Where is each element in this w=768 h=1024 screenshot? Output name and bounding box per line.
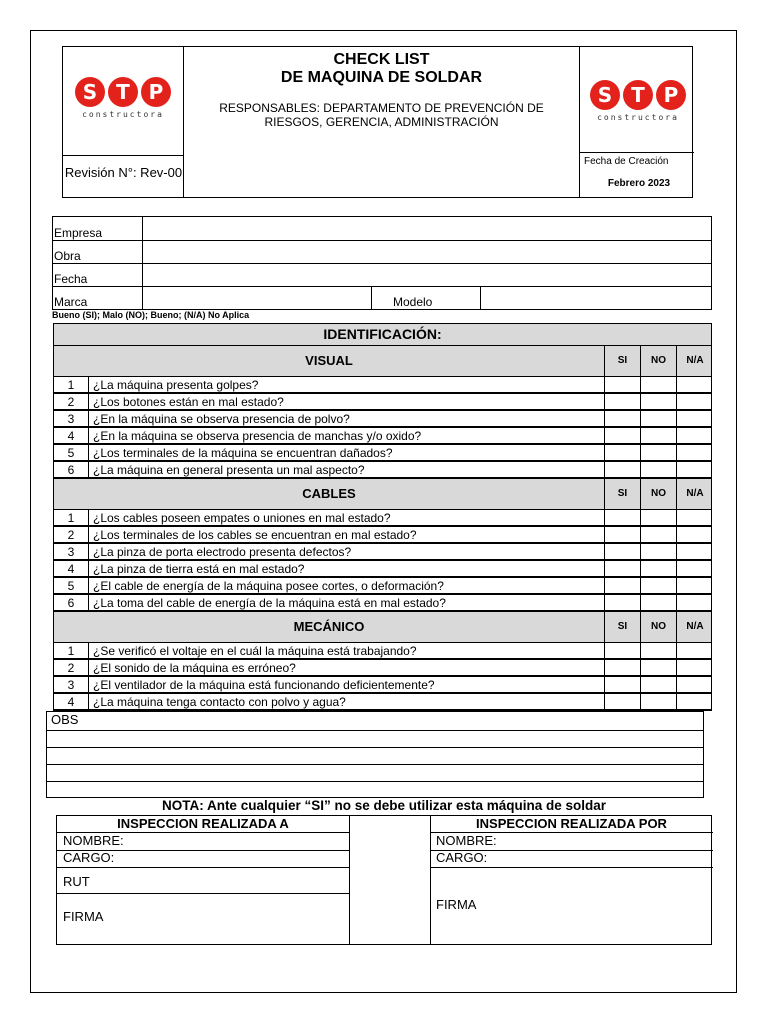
section-name: VISUAL xyxy=(54,346,605,376)
answer-cell-no[interactable] xyxy=(641,462,677,477)
answer-cell-no[interactable] xyxy=(641,544,677,559)
checklist-row xyxy=(54,377,711,394)
column-si-header: SI xyxy=(605,346,641,376)
responsables-text: RESPONSABLES: DEPARTAMENTO DE PREVENCIÓN DE RIESGOS, GERENCIA, ADMINISTRACIÓN xyxy=(219,101,544,129)
answer-cell-na[interactable] xyxy=(677,428,713,443)
fecha-creacion-value: Febrero 2023 xyxy=(607,178,671,189)
item-number: 2 xyxy=(54,394,89,409)
answer-cell-no[interactable] xyxy=(641,445,677,460)
document-header xyxy=(62,46,693,198)
item-number: 3 xyxy=(54,544,89,559)
item-number: 4 xyxy=(54,694,89,709)
item-question: ¿La pinza de porta electrodo presenta defectos? xyxy=(89,544,605,559)
item-number: 3 xyxy=(54,411,89,426)
item-number: 4 xyxy=(54,428,89,443)
answer-cell-si[interactable] xyxy=(605,595,641,610)
answer-cell-si[interactable] xyxy=(605,377,641,392)
nombre-label-a: NOMBRE: xyxy=(63,833,124,848)
section-header xyxy=(54,346,711,377)
stp-logo-right: S T P constructora xyxy=(588,80,688,122)
item-question: ¿La toma del cable de energía de la máquina está en mal estado? xyxy=(89,595,605,610)
checklist-row xyxy=(54,462,711,479)
checklist-row xyxy=(54,660,711,677)
answer-cell-na[interactable] xyxy=(677,660,713,675)
answer-cell-no[interactable] xyxy=(641,527,677,542)
checklist-row xyxy=(54,595,711,612)
column-si-header: SI xyxy=(605,612,641,642)
item-question: ¿Los botones están en mal estado? xyxy=(89,394,605,409)
checklist-row xyxy=(54,527,711,544)
info-row-empresa: Empresa xyxy=(53,217,711,241)
answer-cell-na[interactable] xyxy=(677,462,713,477)
answer-cell-no[interactable] xyxy=(641,394,677,409)
item-number: 3 xyxy=(54,677,89,692)
checklist-row xyxy=(54,677,711,694)
answer-cell-no[interactable] xyxy=(641,595,677,610)
item-number: 1 xyxy=(54,510,89,525)
column-no-header: NO xyxy=(641,479,677,509)
answer-cell-no[interactable] xyxy=(641,578,677,593)
answer-cell-no[interactable] xyxy=(641,660,677,675)
item-question: ¿Se verificó el voltaje en el cuál la máquina está trabajando? xyxy=(89,643,605,658)
checklist-row xyxy=(54,510,711,527)
answer-cell-si[interactable] xyxy=(605,527,641,542)
document-title: CHECK LIST DE MAQUINA DE SOLDAR xyxy=(280,51,483,86)
answer-cell-na[interactable] xyxy=(677,445,713,460)
answer-cell-na[interactable] xyxy=(677,377,713,392)
answer-cell-no[interactable] xyxy=(641,643,677,658)
checklist-table xyxy=(53,323,712,711)
answer-cell-na[interactable] xyxy=(677,411,713,426)
modelo-label: Modelo xyxy=(393,295,433,309)
revision-number: Revisión N°: Rev-00 xyxy=(64,165,183,180)
item-question: ¿El sonido de la máquina es erróneo? xyxy=(89,660,605,675)
column-no-header: NO xyxy=(641,346,677,376)
item-question: ¿Los terminales de los cables se encuentran en mal estado? xyxy=(89,527,605,542)
item-question: ¿La máquina en general presenta un mal aspecto? xyxy=(89,462,605,477)
answer-cell-si[interactable] xyxy=(605,578,641,593)
rut-label: RUT xyxy=(63,874,90,889)
answer-cell-no[interactable] xyxy=(641,677,677,692)
answer-cell-si[interactable] xyxy=(605,544,641,559)
item-question: ¿El cable de energía de la máquina posee cortes, o deformación? xyxy=(89,578,605,593)
signature-block xyxy=(56,815,712,945)
answer-cell-si[interactable] xyxy=(605,677,641,692)
answer-cell-na[interactable] xyxy=(677,595,713,610)
answer-cell-na[interactable] xyxy=(677,643,713,658)
item-question: ¿La pinza de tierra está en mal estado? xyxy=(89,561,605,576)
section-header xyxy=(54,479,711,510)
checklist-row xyxy=(54,544,711,561)
item-number: 4 xyxy=(54,561,89,576)
info-row-marca: Marca Modelo xyxy=(53,286,711,309)
firma-label-a: FIRMA xyxy=(63,909,104,924)
cargo-label-a: CARGO: xyxy=(63,850,115,865)
checklist-row xyxy=(54,411,711,428)
identificacion-heading: IDENTIFICACIÓN: xyxy=(54,324,711,346)
column-na-header: N/A xyxy=(686,355,704,366)
item-question: ¿El ventilador de la máquina está funcionando deficientemente? xyxy=(89,677,605,692)
checklist-row xyxy=(54,578,711,595)
answer-cell-na[interactable] xyxy=(677,578,713,593)
answer-cell-no[interactable] xyxy=(641,377,677,392)
answer-cell-si[interactable] xyxy=(605,428,641,443)
info-row-obra: Obra xyxy=(53,240,711,264)
info-table xyxy=(52,216,712,310)
item-question: ¿En la máquina se observa presencia de manchas y/o oxido? xyxy=(89,428,605,443)
item-number: 6 xyxy=(54,462,89,477)
legend-text: Bueno (SI); Malo (NO); Bueno; (N/A) No Aplica xyxy=(52,310,250,320)
answer-cell-na[interactable] xyxy=(677,677,713,692)
item-question: ¿En la máquina se observa presencia de polvo? xyxy=(89,411,605,426)
section-header xyxy=(54,612,711,643)
item-number: 6 xyxy=(54,595,89,610)
answer-cell-na[interactable] xyxy=(677,544,713,559)
answer-cell-na[interactable] xyxy=(677,694,713,709)
answer-cell-si[interactable] xyxy=(605,643,641,658)
item-number: 5 xyxy=(54,445,89,460)
inspeccion-por-title: INSPECCION REALIZADA POR xyxy=(476,816,667,831)
section-name: MECÁNICO xyxy=(54,612,605,642)
obs-label: OBS xyxy=(51,712,79,727)
item-question: ¿Los cables poseen empates o uniones en mal estado? xyxy=(89,510,605,525)
cargo-label-por: CARGO: xyxy=(436,850,488,865)
answer-cell-si[interactable] xyxy=(605,462,641,477)
answer-cell-no[interactable] xyxy=(641,694,677,709)
section-name: CABLES xyxy=(54,479,605,509)
answer-cell-si[interactable] xyxy=(605,694,641,709)
answer-cell-si[interactable] xyxy=(605,510,641,525)
nota-warning: NOTA: Ante cualquier “SI” no se debe utilizar esta máquina de soldar xyxy=(161,798,607,813)
answer-cell-si[interactable] xyxy=(605,445,641,460)
answer-cell-no[interactable] xyxy=(641,428,677,443)
answer-cell-si[interactable] xyxy=(605,561,641,576)
answer-cell-na[interactable] xyxy=(677,510,713,525)
column-na-header: N/A xyxy=(686,488,704,499)
column-si-header: SI xyxy=(605,479,641,509)
checklist-row xyxy=(54,561,711,578)
answer-cell-na[interactable] xyxy=(677,394,713,409)
item-question: ¿Los terminales de la máquina se encuentran dañados? xyxy=(89,445,605,460)
item-question: ¿La máquina presenta golpes? xyxy=(89,377,605,392)
checklist-row xyxy=(54,394,711,411)
answer-cell-si[interactable] xyxy=(605,394,641,409)
item-number: 5 xyxy=(54,578,89,593)
item-number: 1 xyxy=(54,377,89,392)
checklist-row xyxy=(54,445,711,462)
item-number: 2 xyxy=(54,527,89,542)
item-question: ¿La máquina tenga contacto con polvo y agua? xyxy=(89,694,605,709)
column-no-header: NO xyxy=(641,612,677,642)
answer-cell-na[interactable] xyxy=(677,527,713,542)
answer-cell-no[interactable] xyxy=(641,411,677,426)
checklist-row xyxy=(54,643,711,660)
item-number: 2 xyxy=(54,660,89,675)
info-row-fecha: Fecha xyxy=(53,263,711,287)
obs-box xyxy=(46,711,704,798)
firma-label-por: FIRMA xyxy=(436,897,477,912)
inspeccion-a-title: INSPECCION REALIZADA A xyxy=(117,816,289,831)
checklist-row xyxy=(54,694,711,711)
nombre-label-por: NOMBRE: xyxy=(436,833,497,848)
answer-cell-si[interactable] xyxy=(605,411,641,426)
checklist-row xyxy=(54,428,711,445)
answer-cell-si[interactable] xyxy=(605,660,641,675)
column-na-header: N/A xyxy=(686,621,704,632)
answer-cell-no[interactable] xyxy=(641,561,677,576)
item-number: 1 xyxy=(54,643,89,658)
fecha-creacion-label: Fecha de Creación xyxy=(584,156,669,167)
answer-cell-na[interactable] xyxy=(677,561,713,576)
stp-logo-left: S T P constructora xyxy=(73,77,173,119)
answer-cell-no[interactable] xyxy=(641,510,677,525)
